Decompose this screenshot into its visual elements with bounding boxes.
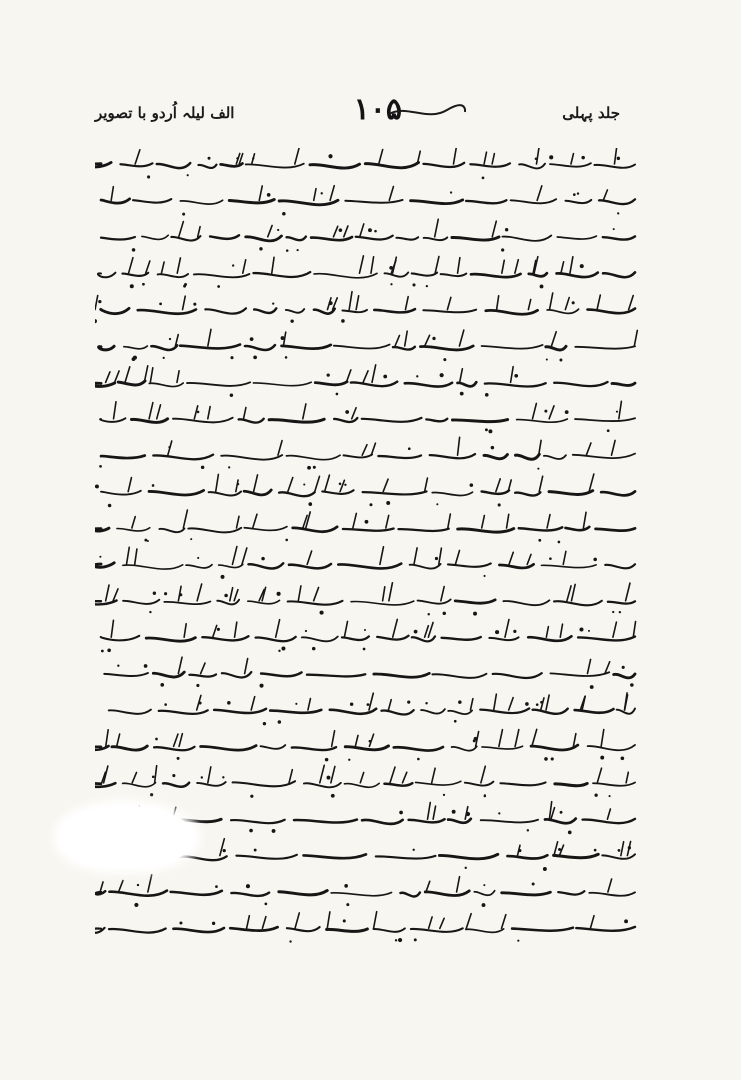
text-line — [95, 765, 635, 797]
paper-blot — [60, 806, 195, 868]
text-line — [95, 474, 635, 507]
text-line — [95, 510, 635, 543]
text-line — [109, 693, 635, 725]
text-line — [101, 219, 635, 252]
text-line — [95, 912, 635, 943]
text-line — [95, 729, 635, 761]
text-line — [95, 365, 635, 397]
text-line — [100, 401, 635, 433]
text-line — [95, 583, 635, 617]
page-header — [95, 92, 620, 140]
text-line — [101, 186, 635, 216]
text-line — [104, 657, 635, 689]
text-line — [95, 547, 635, 579]
page-number: ۱۰۵ — [353, 92, 402, 127]
text-line — [101, 619, 636, 652]
text-line — [96, 875, 635, 907]
running-title: الف لیلہ اُردو با تصویر — [95, 104, 235, 122]
volume-label: جلد پہلی — [562, 104, 620, 122]
text-line — [99, 437, 635, 469]
text-line — [95, 292, 635, 324]
text-line — [95, 329, 637, 361]
header-flourish-icon — [387, 100, 467, 124]
text-line — [95, 148, 635, 179]
text-line — [98, 256, 635, 289]
